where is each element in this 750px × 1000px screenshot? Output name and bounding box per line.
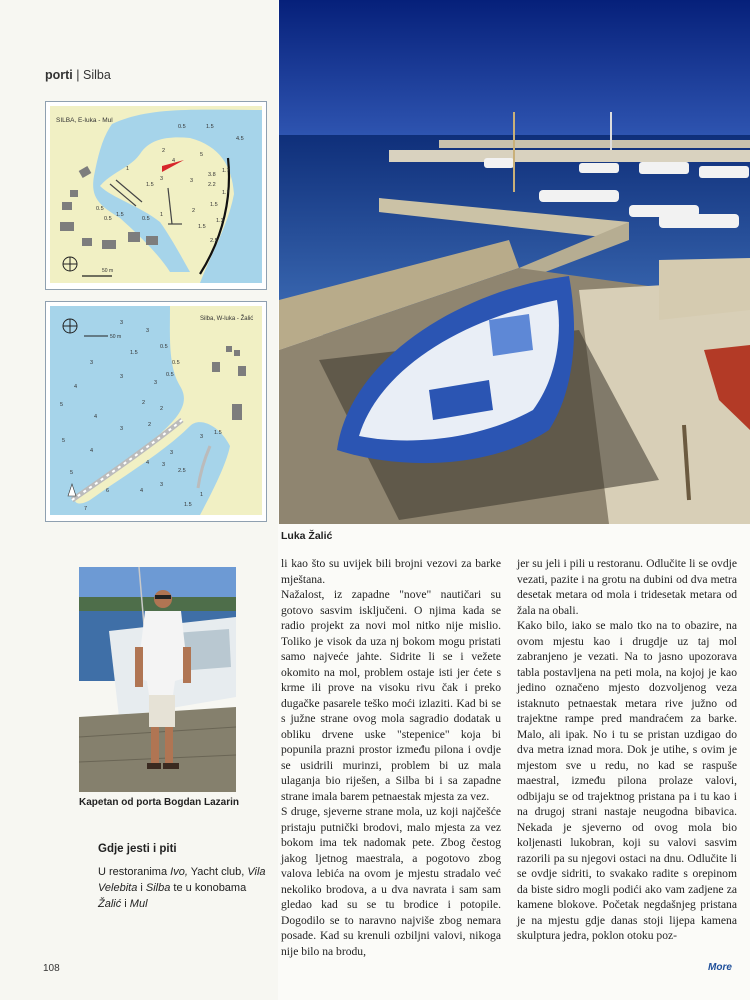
paragraph: Kako bilo, iako se malo tko na to obazire, na ovom mjestu kao i drugdje uz taj mol zabranjeno je vezati. Na to jasno upozorava tabla postavljena na peti mola, na kojoj je kao jedino označeno mjesto dozvoljenog veza istaknuto petnaestak metara rive južno od trajektne rampe pred mandraćem za barke. Malo, ali ipak. No i tu se pristan uzdigao do dva metra iznad mora. Dok je utihe, s ovim je mjestom sve u redu, no kad se raspuše maestral, između pilona prolaze valovi, odbijaju se od trajektnog pristana pa i tu kao i na drugoj strani nastaje neugodna bibavica. Nekada je sjeverno od ovog mola bio koljenasti lukobran, koji su valovi sasvim razorili pa su njegovi ostaci na dnu. Odlučite li se ovdje sidriti, to svakako radite s orepinom da biste sidro mogli podići ako vam zadjene za kamene blokove. Početak negdašnjeg pristana je na mjestu gdje danas stoji lijepa kamena skulptura jedra, poklon otoku poz- [517,619,737,942]
chart-west-scale: 50 m [110,334,122,340]
svg-text:2: 2 [142,400,146,406]
compass-icon [63,319,77,333]
svg-text:5: 5 [70,470,74,476]
svg-text:2.2: 2.2 [208,182,216,188]
harbour-photo [279,0,750,524]
svg-text:5: 5 [62,438,66,444]
page-number: 108 [43,963,60,974]
svg-text:1.5: 1.5 [116,212,124,218]
svg-text:0.5: 0.5 [142,216,150,222]
svg-text:4: 4 [94,414,98,420]
svg-text:3: 3 [154,380,158,386]
svg-text:3: 3 [170,450,174,456]
svg-text:4.5: 4.5 [236,136,244,142]
photo-credit: Luka Žalić [281,530,333,542]
svg-text:3: 3 [146,328,150,334]
paragraph: Nažalost, iz zapadne "nove" nautičari su gotovo sasvim isključeni. O njima kada se radio projekt za novi mol nitko nije mislio. Toliko je visok da uza nj bokom mogu pristati samo najveće jahte. Sidrite li se i vežete okomito na mol, problem ostaje isti jer ćete s krme ili prove na visoku rivu čak i preko dugačke pasarele teško moći izlaziti. Kad bi se s južne strane ovog mola sagradio dodatak u obliku drvene uske "stepenice" koja bi popunila prazni prostor između pilona i ovdje se usidrili murinzi, problem bi uz mala ulaganja bio riješen, a Silba bi i sa zapadne strane imala barem petnaestak mjesta za vez. [281,588,501,803]
sidebar-title: Gdje jesti i piti [98,843,177,855]
svg-text:2.5: 2.5 [178,468,186,474]
svg-text:3.8: 3.8 [208,172,216,178]
svg-text:5: 5 [200,152,204,158]
svg-text:4: 4 [74,384,78,390]
portrait-photo-illustration [79,567,236,792]
compass-icon [63,257,77,271]
svg-text:0.5: 0.5 [166,372,174,378]
chart-east-scale: 50 m [102,268,114,274]
chart-west-title: Silba, W-luka - Žalić [200,316,254,322]
paragraph: jer su jeli i pili u restoranu. Odlučite li se ovdje vezati, pazite i na grotu na dubini od dva metra desetak metara od mola i tridesetak metara od žala na obali. [517,557,737,617]
svg-text:3: 3 [200,434,204,440]
article-column-2 [517,556,737,944]
paragraph: li kao što su uvijek bili brojni vezovi za barke mještana. [281,557,501,586]
svg-text:1.5: 1.5 [214,430,222,436]
svg-text:4: 4 [140,488,144,494]
harbour-photo-illustration [279,0,750,524]
section-label [45,68,111,82]
svg-text:0.5: 0.5 [160,344,168,350]
svg-text:1.7: 1.7 [222,168,230,174]
svg-text:1.3: 1.3 [216,218,224,224]
svg-text:3: 3 [160,482,164,488]
portrait-caption: Kapetan od porta Bogdan Lazarin [79,797,240,808]
svg-text:2: 2 [148,422,152,428]
svg-text:1: 1 [160,212,164,218]
svg-text:2: 2 [160,406,164,412]
svg-text:1.5: 1.5 [206,124,214,130]
chart-west-map [50,306,262,515]
article-column-1 [281,556,501,959]
svg-text:7: 7 [84,506,88,512]
svg-text:0.5: 0.5 [172,360,180,366]
svg-text:3: 3 [160,176,164,182]
svg-text:1: 1 [126,166,130,172]
svg-text:1.7: 1.7 [222,190,230,196]
svg-text:1.5: 1.5 [210,202,218,208]
svg-text:4: 4 [172,158,176,164]
svg-text:4: 4 [90,448,94,454]
svg-text:3: 3 [162,462,166,468]
section-separator: | [72,68,83,82]
svg-text:0.5: 0.5 [96,206,104,212]
svg-text:3: 3 [120,320,124,326]
where-to-eat-box [98,843,268,912]
section-place: Silba [82,68,111,82]
svg-text:3: 3 [190,178,194,184]
svg-text:5: 5 [60,402,64,408]
svg-text:6: 6 [106,488,110,494]
svg-text:2.5: 2.5 [210,238,218,244]
paragraph: S druge, sjeverne strane mola, uz koji najčešće pristaju putnički brodovi, malo mjesta za vez bokom ima tek nadomak pete. Zbog čestog jakog ljetnog maestrala, a pogotovo zbog valova lebića na ovom je mjestu stradalo već nekoliko brodova, a u dva navrata i sam sam gledao kad su se tu brodice i potopile. Dogodilo se to naravno najviše zbog nemara posade. Kad su krenuli ozbiljni valovi, nikoga nije bilo na brodu, [281,805,501,958]
svg-text:0.5: 0.5 [104,216,112,222]
nautical-chart-west [45,301,267,522]
svg-text:1.5: 1.5 [146,182,154,188]
svg-text:4: 4 [146,460,150,466]
section-name: porti [45,68,73,82]
nautical-chart-east [45,101,267,290]
svg-text:3: 3 [120,426,124,432]
svg-text:3: 3 [90,360,94,366]
svg-text:2: 2 [192,208,196,214]
magazine-logo: More [708,962,732,973]
portrait-photo [79,567,236,792]
svg-text:1: 1 [200,492,204,498]
sidebar-text: U restoranima Ivo, Yacht club, Vila Velebita i Silba te u konobama Žalić i Mul [98,866,266,910]
svg-text:0.5: 0.5 [178,124,186,130]
svg-text:3: 3 [120,374,124,380]
svg-text:2: 2 [162,148,166,154]
chart-east-title: SILBA, E-luka - Mul [56,117,113,124]
svg-text:1.5: 1.5 [130,350,138,356]
svg-text:1.5: 1.5 [198,224,206,230]
svg-text:1.5: 1.5 [184,502,192,508]
chart-east-map [50,106,262,283]
